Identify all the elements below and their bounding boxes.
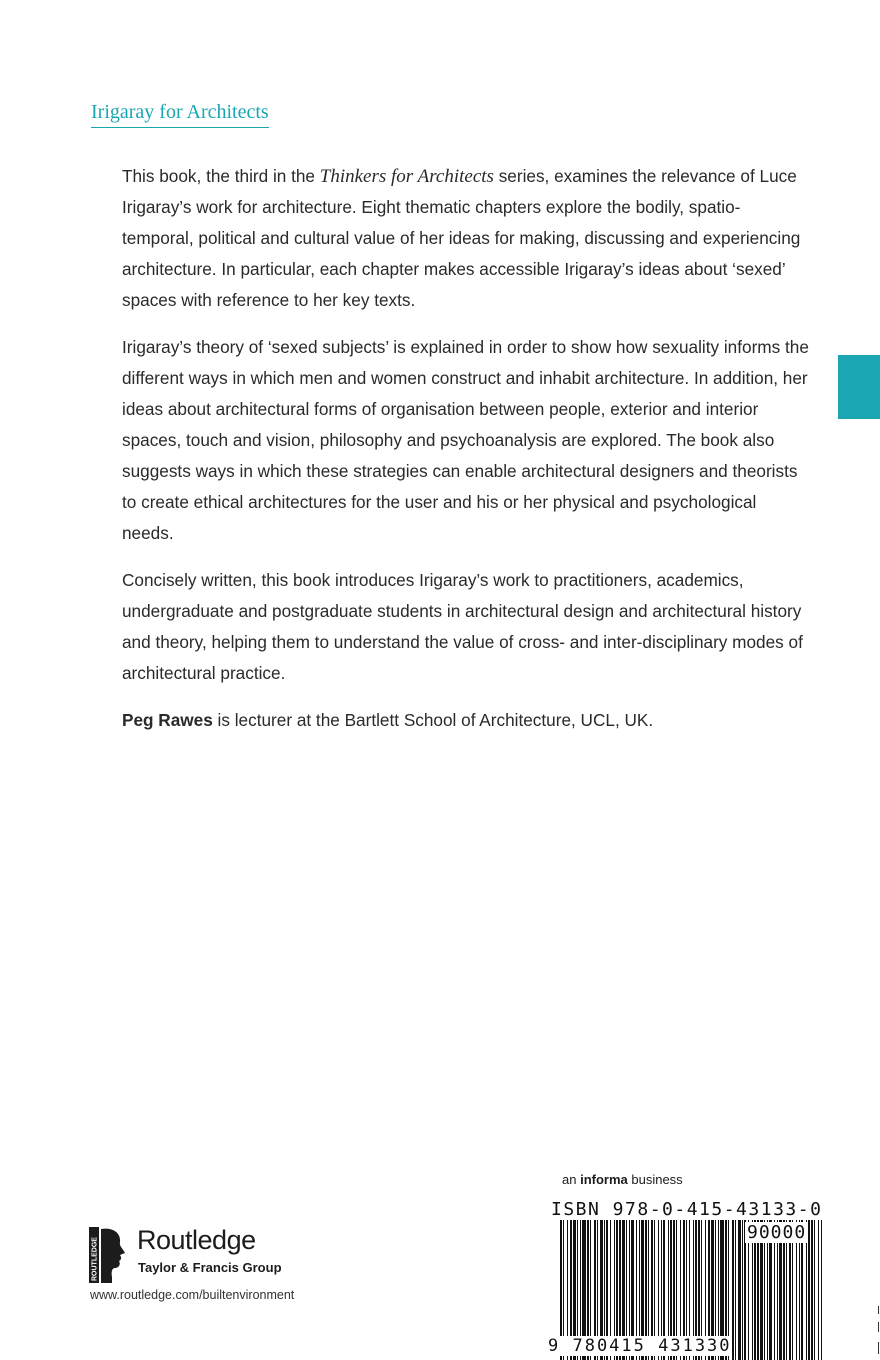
barcode-bar <box>732 1220 734 1360</box>
barcode-bar <box>814 1220 815 1360</box>
barcode-bar <box>738 1220 741 1360</box>
barcode-bar <box>821 1220 822 1360</box>
barcode-bar <box>808 1220 810 1360</box>
publisher-logo <box>89 1223 329 1283</box>
paragraph-3: Concisely written, this book introduces Irigaray’s work to practitioners, academics, undergraduate and postgraduate students in architectural design and architectural history and theory, helping them to understand the value of cross- and inter-disciplinary modes of architectural practice. <box>122 570 803 683</box>
barcode-bar <box>735 1220 736 1360</box>
publisher-name: Routledge <box>137 1225 256 1255</box>
author-bio-text: is lecturer at the Bartlett School of Architecture, UCL, UK. <box>212 710 654 730</box>
blurb <box>122 161 812 752</box>
informa-prefix: an <box>562 1172 581 1187</box>
svg-text:ROUTLEDGE: ROUTLEDGE <box>91 1237 99 1281</box>
edge-color-tab <box>838 355 880 419</box>
ean-digits: 9 780415 431330 <box>548 1336 732 1356</box>
edge-ticks <box>876 1300 880 1360</box>
book-title: Irigaray for Architects <box>91 101 269 128</box>
barcode-bar <box>818 1220 819 1360</box>
author-name: Peg Rawes <box>122 710 213 730</box>
paragraph-2: Irigaray’s theory of ‘sexed subjects’ is explained in order to show how sexuality informs the different ways in which men and women construct and inhabit architecture. In addition, her ideas about architectural forms of organisation between people, exterior and interior spaces, touch and vision, philosophy and psychoanalysis are explored. The book also suggests ways in which these strategies can enable architectural designers and theorists to create ethical architectures for the user and his or her physical and psychological needs. <box>122 337 809 543</box>
publisher-group: Taylor & Francis Group <box>138 1260 282 1275</box>
series-name: Thinkers for Architects <box>319 166 494 187</box>
informa-tagline <box>562 1172 683 1187</box>
p1-start: This book, the third in the <box>122 166 320 186</box>
ean-number <box>548 1336 732 1356</box>
isbn-text: ISBN 978-0-415-43133-0 <box>551 1199 823 1220</box>
barcode-bar <box>811 1220 813 1360</box>
routledge-head-icon <box>89 1227 129 1283</box>
barcode-bar <box>742 1220 743 1360</box>
publisher-url[interactable]: www.routledge.com/builtenvironment <box>90 1288 295 1302</box>
price-code: 90000 <box>747 1222 807 1243</box>
author-bio <box>122 705 812 736</box>
paragraph-1 <box>122 161 812 316</box>
informa-bold: informa <box>580 1172 628 1187</box>
informa-suffix: business <box>627 1172 683 1187</box>
p1-end: series, examines the relevance of Luce Irigaray’s work for architecture. Eight thematic chapters explore the bodily, spatio-temporal, political and cultural value of her ideas for making, discussing and experiencing architecture. In particular, each chapter makes accessible Irigaray’s ideas about ‘sexed’ spaces with reference to her key texts. <box>122 166 801 310</box>
